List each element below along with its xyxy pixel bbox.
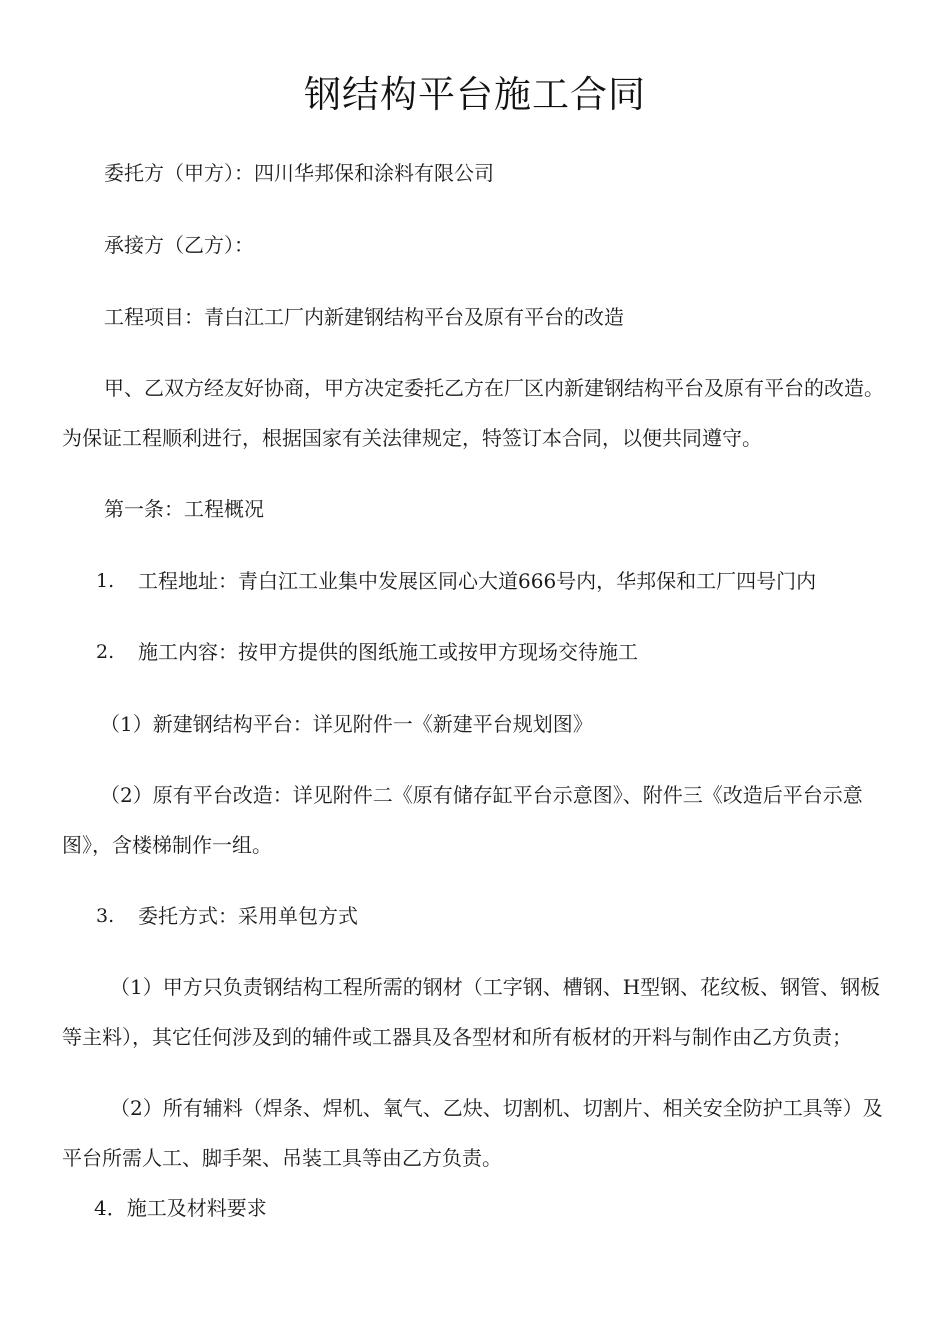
- sub-item-party-a-scope-line-2: 等主料），其它任何涉及到的辅件或工器具及各型材和所有板材的开料与制作由乙方负责；: [62, 1025, 852, 1049]
- party-a-line: 委托方（甲方）：四川华邦保和涂料有限公司: [104, 161, 494, 185]
- sub-item-party-a-scope-line-1: （1）甲方只负责钢结构工程所需的钢材（工字钢、槽钢、H型钢、花纹板、钢管、钢板: [110, 975, 881, 999]
- project-line: 工程项目：青白江工厂内新建钢结构平台及原有平台的改造: [104, 305, 624, 329]
- sub-item-platform-renovation-line-2: 图》，含楼梯制作一组。: [62, 833, 272, 857]
- sub-item-party-b-scope-line-2: 平台所需人工、脚手架、吊装工具等由乙方负责。: [62, 1146, 502, 1170]
- intro-paragraph-line-2: 为保证工程顺利进行，根据国家有关法律规定，特签订本合同，以便共同遵守。: [62, 426, 762, 450]
- list-item-text: 工程地址：青白江工业集中发展区同心大道666号内，华邦保和工厂四号门内: [138, 569, 817, 593]
- party-b-line: 承接方（乙方）：: [104, 233, 254, 257]
- list-item-number: 2.: [96, 641, 115, 663]
- article-1-heading: 第一条：工程概况: [104, 497, 264, 521]
- intro-paragraph-line-1: 甲、乙双方经友好协商，甲方决定委托乙方在厂区内新建钢结构平台及原有平台的改造。: [104, 376, 884, 400]
- sub-item-new-platform: （1）新建钢结构平台：详见附件一《新建平台规划图》: [100, 712, 593, 736]
- list-item-text: 施工内容：按甲方提供的图纸施工或按甲方现场交待施工: [138, 640, 638, 664]
- sub-item-platform-renovation-line-1: （2）原有平台改造：详见附件二《原有储存缸平台示意图》、附件三《改造后平台示意: [100, 783, 863, 807]
- list-item-number: 1.: [96, 570, 115, 592]
- list-item-text: 委托方式：采用单包方式: [138, 904, 358, 928]
- document-title: 钢结构平台施工合同: [304, 73, 646, 116]
- sub-item-party-b-scope-line-1: （2）所有辅料（焊条、焊机、氧气、乙炔、切割机、切割片、相关安全防护工具等）及: [110, 1096, 883, 1120]
- section-construction-requirements: 4．施工及材料要求: [94, 1196, 267, 1220]
- list-item-number: 3.: [96, 905, 115, 927]
